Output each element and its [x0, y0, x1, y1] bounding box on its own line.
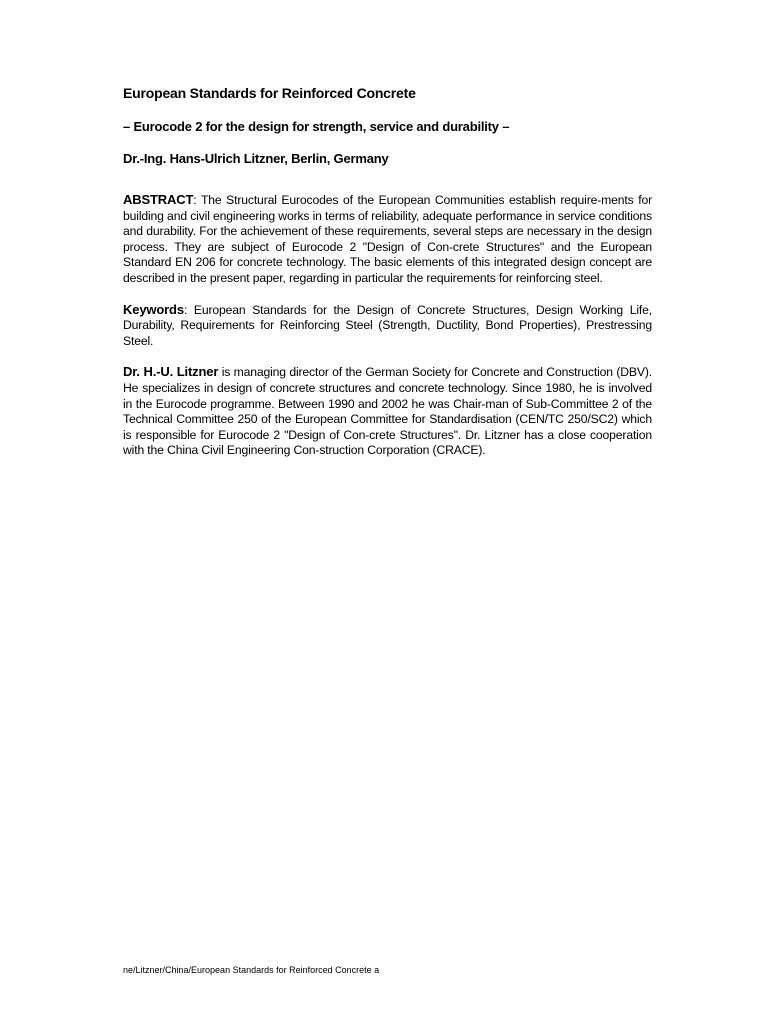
- document-body: [123, 84, 652, 459]
- document-title: European Standards for Reinforced Concrete: [123, 85, 416, 101]
- author-bio-name: Dr. H.-U. Litzner: [123, 364, 219, 380]
- document-subtitle: – Eurocode 2 for the design for strength, service and durability –: [123, 119, 510, 134]
- abstract-text: : The Structural Eurocodes of the European Communities establish require-ments for building and civil engineering works in terms of reliability, adequate performance in service conditions and durability. For the achievement of these requirements, several steps are necessary in the design process. They are subject of Eurocode 2 "Design of Con-crete Structures" and the European Standard EN 206 for concrete technology. The basic elements of this integrated design concept are described in the present paper, regarding in particular the requirements for reinforcing steel.: [123, 193, 652, 285]
- page-footer-path: ne/Litzner/China/European Standards for Reinforced Concrete a: [123, 965, 380, 975]
- abstract-paragraph: [123, 192, 652, 287]
- author-bio-text: is managing director of the German Society for Concrete and Construction (DBV). He specializes in design of concrete structures and concrete technology. Since 1980, he is involved in the Eurocode programme. Between 1990 and 2002 he was Chair-man of Sub-Committee 2 of the Technical Committee 250 of the European Committee for Standardisation (CEN/TC 250/SC2) which is responsible for Eurocode 2 "Design of Con-crete Structures". Dr. Litzner has a close cooperation with the China Civil Engineering Con-struction Corporation (CRACE).: [123, 365, 652, 458]
- abstract-label: ABSTRACT: [123, 192, 194, 207]
- author-bio-paragraph: [123, 364, 652, 459]
- keywords-text: : European Standards for the Design of Concrete Structures, Design Working Life, Durability, Requirements for Reinforcing Steel (Strength, Ductility, Bond Properties), Prestressing Steel.: [123, 302, 652, 348]
- document-author: Dr.-Ing. Hans-Ulrich Litzner, Berlin, Germany: [123, 151, 389, 166]
- keywords-label: Keywords: [123, 301, 184, 317]
- keywords-paragraph: [123, 302, 652, 350]
